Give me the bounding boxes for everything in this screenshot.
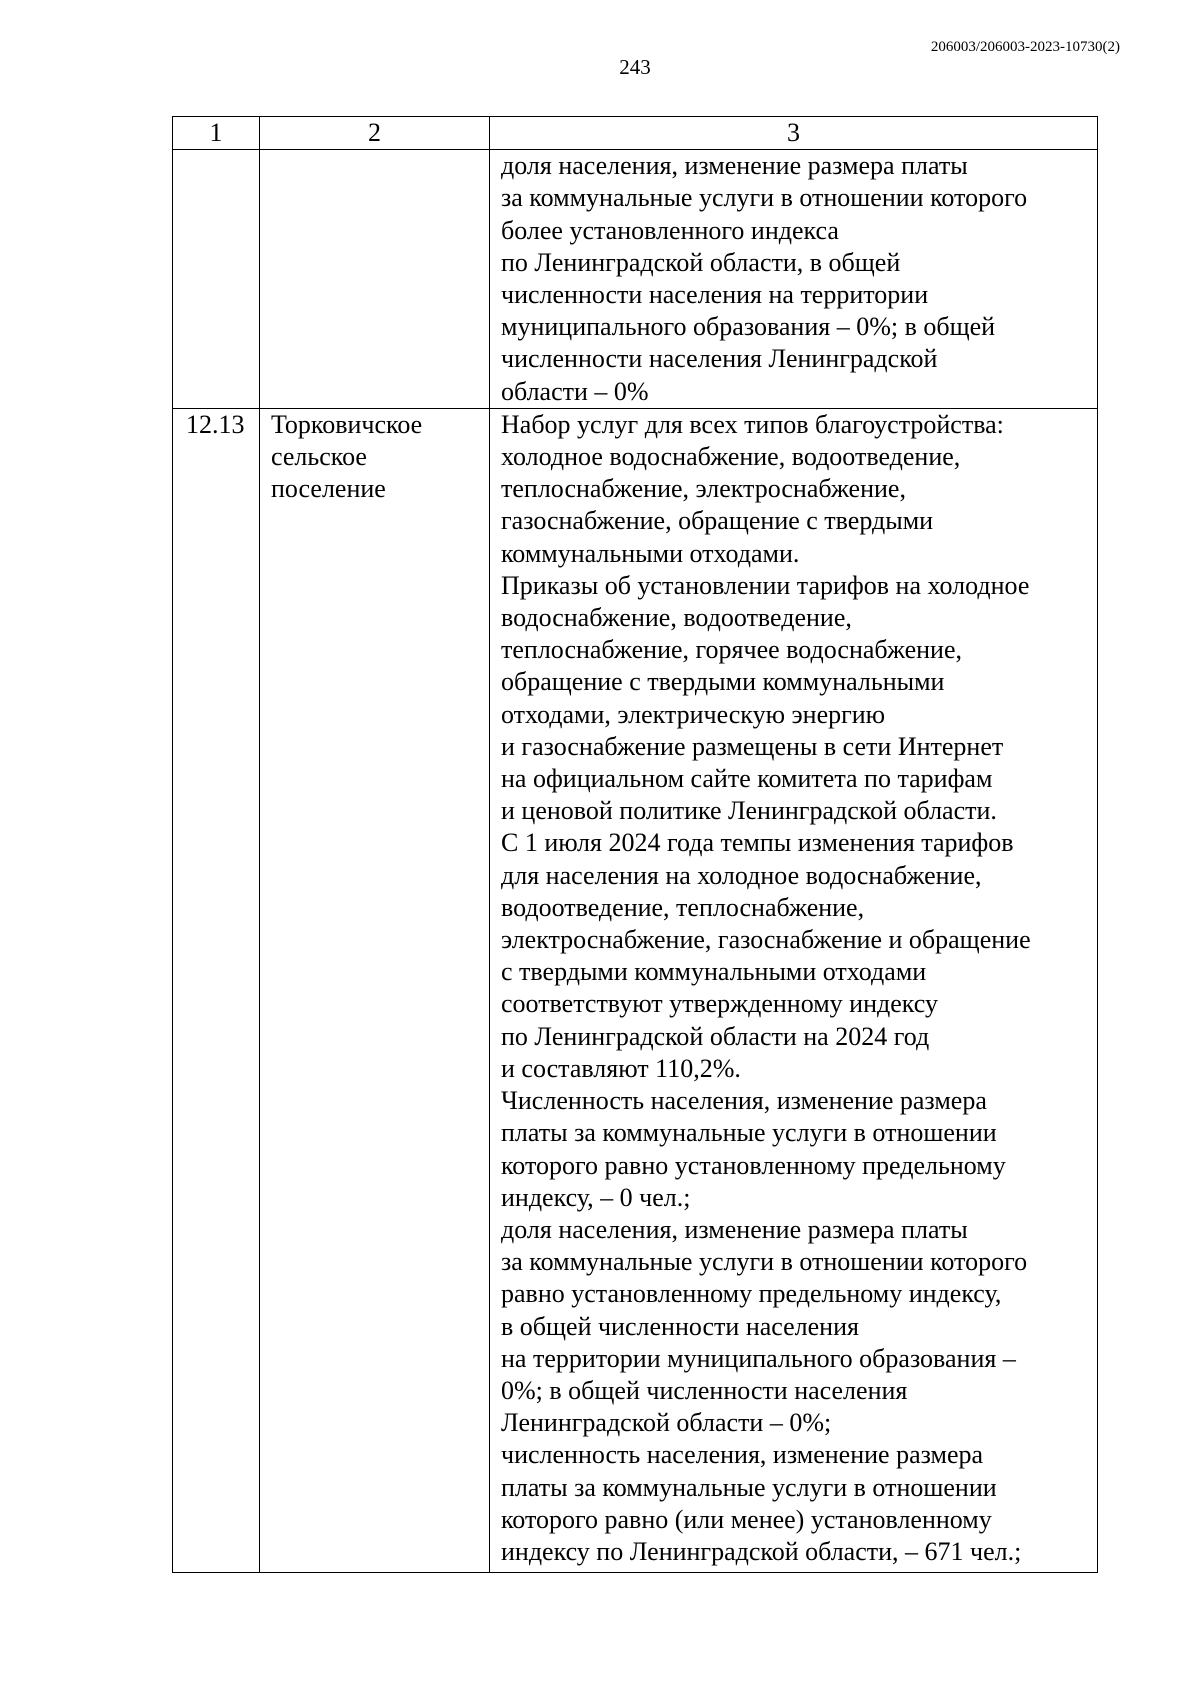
text-line: и ценовой политике Ленинградской области. (501, 796, 997, 826)
text-line: Набор услуг для всех типов благоустройства: (501, 409, 1004, 439)
table-row-continuation (173, 150, 1098, 409)
text-line: доля населения, изменение размера платы (501, 151, 968, 181)
text-line: по Ленинградской области на 2024 год (501, 1021, 930, 1051)
text-line: и составляют 110,2%. (501, 1053, 741, 1083)
text-line: на официальном сайте комитета по тарифам (501, 764, 993, 794)
text-line: численности населения Ленинградской (501, 344, 938, 374)
column-header-3: 3 (490, 117, 1098, 150)
continuation-name-cell (260, 150, 490, 409)
text-line: и газоснабжение размещены в сети Интернет (501, 731, 1004, 761)
text-line: которого равно установленному предельному (501, 1150, 1006, 1180)
text-line: платы за коммунальные услуги в отношении (501, 1472, 997, 1502)
text-line: за коммунальные услуги в отношении которого (501, 183, 1028, 213)
text-line: более установленного индекса (501, 215, 839, 245)
text-line: на территории муниципального образования – (501, 1343, 1016, 1373)
text-line: для населения на холодное водоснабжение, (501, 860, 982, 890)
text-line: платы за коммунальные услуги в отношении (501, 1118, 997, 1148)
text-line: отходами, электрическую энергию (501, 699, 886, 729)
text-line: С 1 июля 2024 года темпы изменения тарифов (501, 828, 1014, 858)
text-line: холодное водоснабжение, водоотведение, (501, 442, 961, 472)
text-line: за коммунальные услуги в отношении которого (501, 1247, 1028, 1277)
document-id: 206003/206003-2023-10730(2) (930, 39, 1120, 55)
page-number: 243 (619, 55, 651, 79)
text-line: обращение с твердыми коммунальными (501, 667, 945, 697)
row-number: 12.13 (173, 408, 260, 1572)
continuation-text-cell (490, 150, 1098, 409)
settlement-name-line: сельское (271, 442, 367, 472)
text-line: по Ленинградской области, в общей (501, 247, 901, 277)
data-table (172, 116, 1098, 1573)
text-line: численность населения, изменение размера (501, 1440, 984, 1470)
continuation-number-cell (173, 150, 260, 409)
text-line: равно установленному предельному индексу, (501, 1279, 1002, 1309)
text-line: индексу, – 0 чел.; (501, 1182, 691, 1212)
text-line: Ленинградской области – 0%; (501, 1408, 832, 1438)
text-line: теплоснабжение, горячее водоснабжение, (501, 635, 963, 665)
text-line: доля населения, изменение размера платы (501, 1214, 968, 1244)
text-line: численности населения на территории (501, 280, 929, 310)
settlement-name-cell (260, 408, 490, 1572)
text-line: Численность населения, изменение размера (501, 1086, 987, 1116)
text-line: газоснабжение, обращение с твердыми (501, 506, 934, 536)
text-line: водоотведение, теплоснабжение, (501, 892, 865, 922)
text-line: водоснабжение, водоотведение, (501, 603, 852, 633)
text-line: 0%; в общей численности населения (501, 1375, 908, 1405)
text-line: электроснабжение, газоснабжение и обращение (501, 925, 1031, 955)
column-header-1: 1 (173, 117, 260, 150)
text-line: теплоснабжение, электроснабжение, (501, 474, 906, 504)
row-text-cell (490, 408, 1098, 1572)
text-line: с твердыми коммунальными отходами (501, 957, 927, 987)
text-line: коммунальными отходами. (501, 538, 800, 568)
text-line: индексу по Ленинградской области, – 671 чел.; (501, 1536, 1022, 1566)
text-line: Приказы об установлении тарифов на холодное (501, 570, 1030, 600)
text-line: муниципального образования – 0%; в общей (501, 312, 996, 342)
text-line: которого равно (или менее) установленному (501, 1504, 992, 1534)
table-header-row (173, 117, 1098, 150)
text-line: в общей численности населения (501, 1311, 859, 1341)
settlement-name-line: Торковичское (271, 409, 423, 439)
text-line: соответствуют утвержденному индексу (501, 989, 938, 1019)
column-header-2: 2 (260, 117, 490, 150)
text-line: области – 0% (501, 376, 649, 406)
settlement-name-line: поселение (271, 474, 386, 504)
table-row (173, 408, 1098, 1572)
